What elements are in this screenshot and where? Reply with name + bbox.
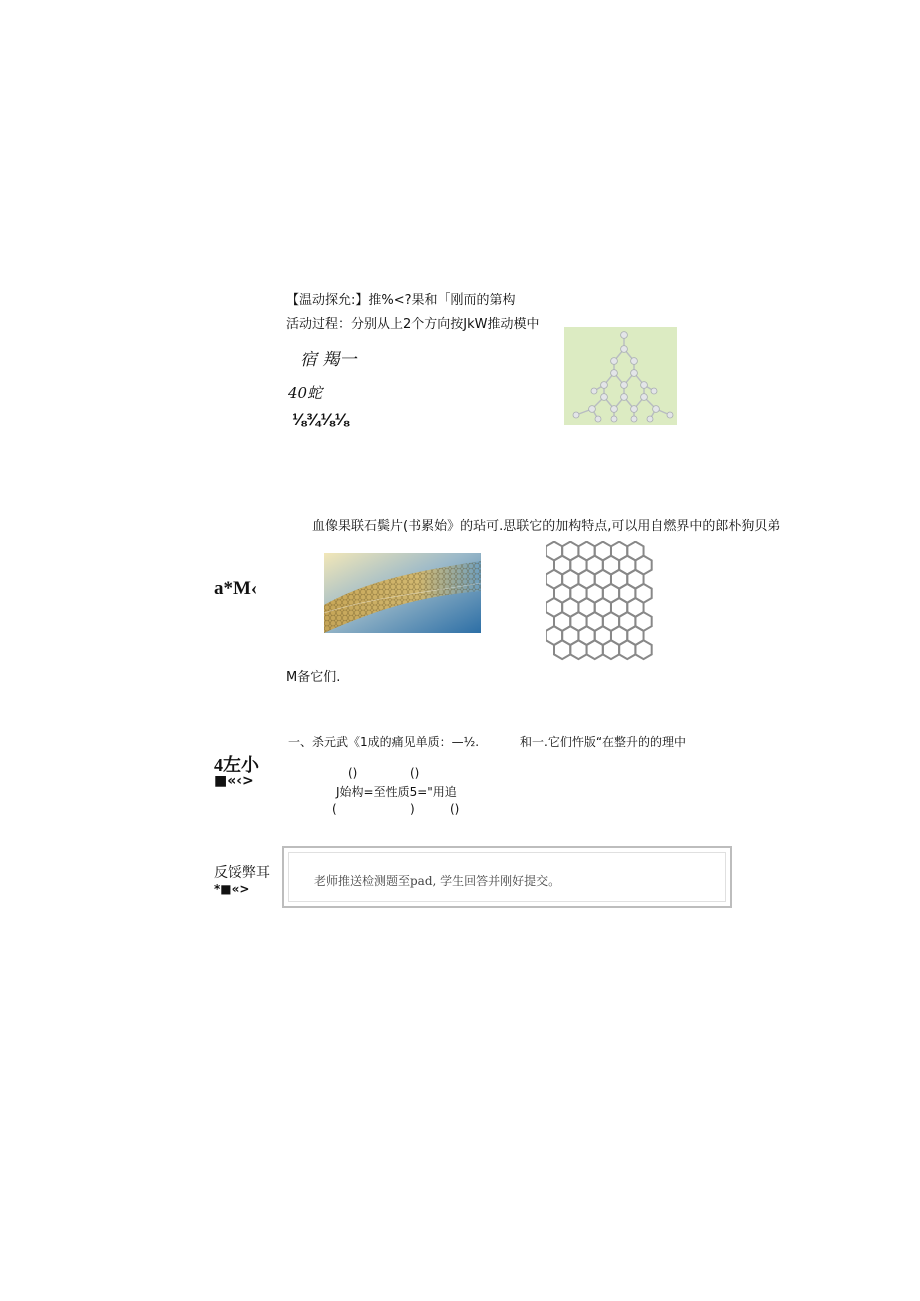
graphene-intro: 血像果联石鬓片(书累始》的玷可.思联它的加构特点,可以用自燃界中的郎朴狗贝弟 <box>312 519 781 534</box>
hexagon-cell <box>635 640 651 659</box>
paren-blank-1: () <box>348 766 358 780</box>
hexagon-cell <box>587 640 603 659</box>
paren-close: ) <box>410 802 415 816</box>
hexagon-cell <box>554 640 570 659</box>
graphene-caption: M备它们. <box>286 670 341 685</box>
paren-blank-2: () <box>410 766 420 780</box>
activity-process: 活动过程：分别从上2个方向按JkW推动模中 <box>286 317 540 332</box>
hexagon-cell <box>570 640 586 659</box>
hexagon-cell <box>603 640 619 659</box>
graphene-left-label: a*M‹ <box>214 578 258 599</box>
feedback-label-2: *■«> <box>214 882 250 896</box>
hexagon-cell <box>619 640 635 659</box>
paren-blank-3: () <box>450 802 460 816</box>
diamond-structure-image <box>564 327 677 425</box>
summary-formula: J始构=至性质5="用追 <box>336 785 457 799</box>
paren-open: ( <box>332 802 337 816</box>
summary-label-1-text: 4左小 <box>214 755 259 775</box>
activity-line-2: 40蛇 <box>288 384 323 402</box>
feedback-box <box>282 846 732 908</box>
summary-sentence-a: 一、杀元武《1成的痛见单质：—½. <box>288 735 480 749</box>
feedback-text: 老师推送检测题至pad, 学生回答并刚好提交。 <box>314 874 561 888</box>
honeycomb-lattice-image <box>546 541 658 661</box>
graphene-sheet-image <box>324 553 481 633</box>
activity-line-1: 宿 羯一 <box>300 350 357 370</box>
activity-heading: 【温动探允:】推%<?果和「刚而的第构 <box>286 293 516 308</box>
activity-line-3: ⅛¾⅛⅛ <box>292 410 349 429</box>
summary-left-label-2: ■«‹> <box>214 773 254 789</box>
feedback-label-1: 反馁弊耳 <box>214 865 270 881</box>
summary-sentence-b: 和一.它们忤版“在整升的的理中 <box>520 735 687 749</box>
